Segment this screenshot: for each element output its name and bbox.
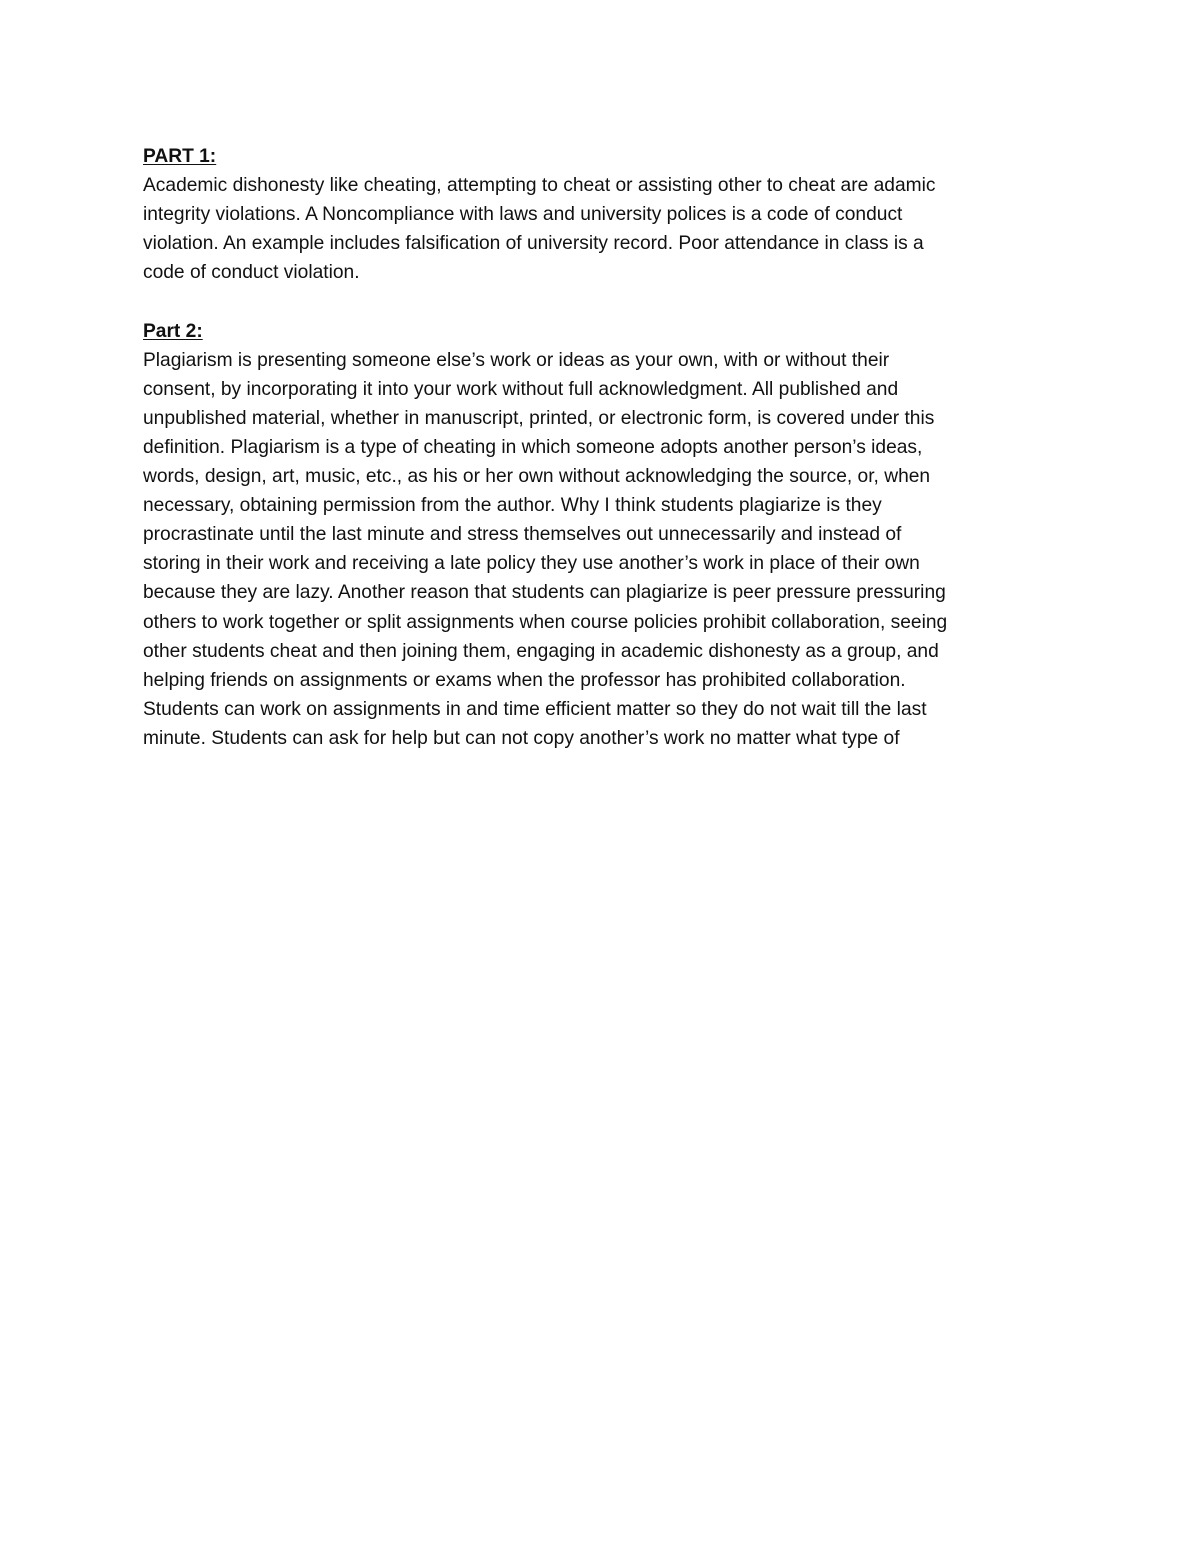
document-body: [143, 142, 1068, 753]
paragraph-line: words, design, art, music, etc., as his or her own without acknowledging the source, or, when: [143, 466, 931, 488]
paragraph-line: Academic dishonesty like cheating, attempting to cheat or assisting other to cheat are adamic: [143, 175, 936, 197]
paragraph-line: helping friends on assignments or exams when the professor has prohibited collaboration.: [143, 669, 906, 691]
paragraph-spacer: [143, 287, 1068, 316]
paragraph-line: unpublished material, whether in manuscript, printed, or electronic form, is covered under this: [143, 407, 935, 429]
paragraph-line: necessary, obtaining permission from the author. Why I think students plagiarize is they: [143, 495, 882, 517]
paragraph-line: definition. Plagiarism is a type of cheating in which someone adopts another person’s ideas,: [143, 436, 923, 458]
paragraph-line: other students cheat and then joining them, engaging in academic dishonesty as a group, and: [143, 640, 939, 662]
part2-paragraph: [143, 346, 1068, 753]
paragraph-line: others to work together or split assignments when course policies prohibit collaboration, seeing: [143, 611, 948, 633]
part1-paragraph: [143, 171, 1068, 287]
paragraph-line: code of conduct violation.: [143, 262, 360, 284]
paragraph-line: storing in their work and receiving a late policy they use another’s work in place of their own: [143, 553, 920, 575]
paragraph-line: consent, by incorporating it into your work without full acknowledgment. All published and: [143, 378, 899, 400]
paragraph-line: violation. An example includes falsification of university record. Poor attendance in class is a: [143, 233, 924, 255]
part1-heading: PART 1:: [143, 146, 217, 167]
paragraph-line: Students can work on assignments in and time efficient matter so they do not wait till the last: [143, 698, 927, 720]
paragraph-line: integrity violations. A Noncompliance with laws and university polices is a code of conduct: [143, 204, 903, 226]
paragraph-line: Plagiarism is presenting someone else’s work or ideas as your own, with or without their: [143, 349, 890, 371]
paragraph-line: procrastinate until the last minute and stress themselves out unnecessarily and instead of: [143, 524, 902, 546]
paragraph-line: because they are lazy. Another reason that students can plagiarize is peer pressure pressuring: [143, 582, 946, 604]
paragraph-line: minute. Students can ask for help but can not copy another’s work no matter what type of: [143, 727, 900, 749]
part2-heading: Part 2:: [143, 320, 203, 342]
